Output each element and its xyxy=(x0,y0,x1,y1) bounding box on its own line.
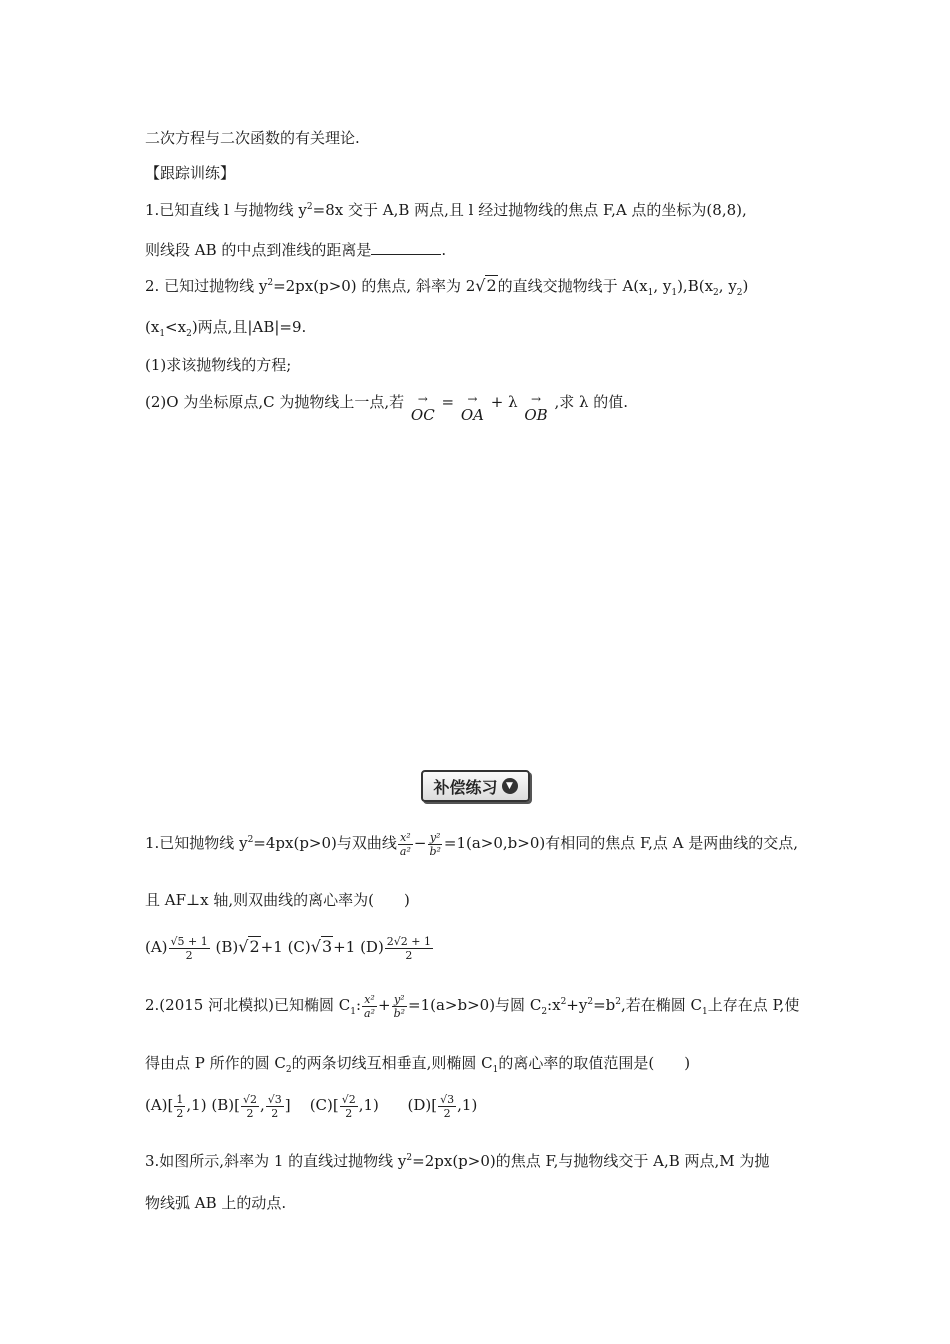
q2-part1: (1)求该抛物线的方程; xyxy=(145,356,292,374)
vector-ob-label: OB xyxy=(524,406,548,424)
p3-sup: 2 xyxy=(406,1153,413,1163)
p1-opt-c-label: (C) xyxy=(287,938,311,956)
vector-arrow-icon: → xyxy=(467,392,478,406)
p2-frac-y-num: y² xyxy=(393,992,405,1006)
p1-opt-b-rad: 2 xyxy=(249,937,260,956)
q2-l2-sub2: 2 xyxy=(186,329,192,339)
p2-opt-a-frac xyxy=(174,1093,185,1120)
p1-opt-b-sqrt: √2 xyxy=(238,937,260,956)
p2-opt-d-close: ,1) xyxy=(457,1096,478,1114)
down-triangle-icon: ▼ xyxy=(502,778,518,794)
p2-opt-b xyxy=(211,1092,291,1120)
vector-arrow-icon: → xyxy=(417,392,428,406)
p2-text-g: 上存在点 P,使 xyxy=(707,996,800,1014)
p2-opt-b-frac2 xyxy=(266,1093,284,1120)
p1-frac-x xyxy=(398,831,413,858)
q1-line2 xyxy=(145,240,446,260)
section-badge xyxy=(421,770,530,802)
p2-frac-x xyxy=(362,993,377,1020)
p2-opt-a-den: 2 xyxy=(176,1106,184,1120)
q2-l2-b: <x xyxy=(165,318,187,336)
p2-sup3: 2 xyxy=(615,997,621,1007)
q2-sub4: 2 xyxy=(736,288,743,298)
p2-opt-a-open: (A)[ xyxy=(145,1096,174,1114)
q2-text-a: 2. 已知过抛物线 y xyxy=(145,277,268,295)
p2-sup2: 2 xyxy=(587,997,594,1007)
tracking-heading: 【跟踪训练】 xyxy=(145,164,236,182)
p1-frac-y xyxy=(427,831,442,858)
p2-opt-a xyxy=(145,1092,207,1120)
p2-opt-b-sep: , xyxy=(259,1096,265,1114)
q2-text-d: , y xyxy=(653,277,672,295)
p1-line2: 且 AF⊥x 轴,则双曲线的离心率为( ) xyxy=(145,891,410,909)
p2-sup1: 2 xyxy=(560,997,567,1007)
p1-text-b: =4px(p>0)与双曲线 xyxy=(253,834,397,852)
q2-sqrt-radicand: 2 xyxy=(486,276,497,295)
p2-opt-b-den2: 2 xyxy=(271,1106,279,1120)
q2-l2-a: (x xyxy=(145,318,160,336)
p2-l2-a: 得由点 P 所作的圆 C xyxy=(145,1054,286,1072)
q2-l2-sub1: 1 xyxy=(159,329,166,339)
vector-oa-label: OA xyxy=(460,406,484,424)
p2-colon: : xyxy=(355,996,362,1014)
p2-text-b: =1(a>b>0)与圆 C xyxy=(408,996,542,1014)
q2-sub2: 1 xyxy=(671,288,678,298)
p2-opt-d xyxy=(407,1092,478,1120)
answer-blank xyxy=(371,240,441,255)
p2-opt-d-frac xyxy=(438,1093,456,1120)
p3-text-b: =2px(p>0)的焦点 F,与抛物线交于 A,B 两点,M 为抛 xyxy=(412,1152,770,1170)
q2-sub1: 1 xyxy=(647,288,654,298)
p3-line2: 物线弧 AB 上的动点. xyxy=(145,1194,287,1212)
p2-opt-b-num2: √3 xyxy=(267,1092,282,1106)
p2-opt-b-close: ] xyxy=(284,1096,291,1114)
q1-sup: 2 xyxy=(306,202,313,212)
p1-sup: 2 xyxy=(247,835,254,845)
p2-l2-sub2: 1 xyxy=(492,1065,499,1075)
p2-line2 xyxy=(145,1053,690,1073)
vector-oc-label: OC xyxy=(410,406,435,424)
p2-sub-c3: 1 xyxy=(702,1007,708,1017)
intro-line: 二次方程与二次函数的有关理论. xyxy=(145,129,360,147)
p1-opt-a-frac xyxy=(169,935,210,962)
p2-opt-d-open: (D)[ xyxy=(407,1096,438,1114)
q2-part2-text-a: (2)O 为坐标原点,C 为抛物线上一点,若 xyxy=(145,393,405,411)
p2-opt-c xyxy=(309,1092,379,1120)
p2-text-e: =b xyxy=(593,996,616,1014)
p1-frac-x-num: x² xyxy=(400,830,411,844)
p2-l2-c: 的离心率的取值范围是( ) xyxy=(498,1054,691,1072)
p2-options xyxy=(145,1090,477,1120)
p2-text-f: ,若在椭圆 C xyxy=(620,996,702,1014)
p2-frac-y-den: b² xyxy=(393,1006,406,1020)
p2-text-d: +y xyxy=(566,996,588,1014)
vector-oa xyxy=(461,392,484,422)
p1-opt-d-label: (D) xyxy=(360,938,384,956)
q2-sqrt: √2 xyxy=(475,276,497,295)
p1-opt-c-sqrt: √3 xyxy=(310,937,333,956)
p1-opt-d-frac xyxy=(385,935,433,962)
p1-opt-a-den: 2 xyxy=(185,948,193,962)
p2-text-c: :x xyxy=(547,996,561,1014)
p2-sub-c2: 2 xyxy=(541,1007,548,1017)
p2-text-a: 2.(2015 河北模拟)已知椭圆 C xyxy=(145,996,351,1014)
p1-frac-y-num: y² xyxy=(429,830,441,844)
q2-text-f: , y xyxy=(718,277,737,295)
p1-line1 xyxy=(145,830,798,858)
p2-opt-d-den: 2 xyxy=(443,1106,451,1120)
p2-opt-d-num: √3 xyxy=(440,1092,455,1106)
q2-text-b: =2px(p>0) 的焦点, 斜率为 2 xyxy=(273,277,476,295)
p1-frac-x-den: a² xyxy=(399,844,411,858)
p2-l2-b: 的两条切线互相垂直,则椭圆 C xyxy=(291,1054,493,1072)
p2-opt-c-close: ,1) xyxy=(358,1096,379,1114)
equals-sign: = xyxy=(441,393,455,411)
p2-frac-x-num: x² xyxy=(364,992,375,1006)
q2-l2-c: )两点,且|AB|=9. xyxy=(191,318,307,336)
q2-part2-text-b: ,求 λ 的值. xyxy=(554,393,629,411)
p1-opt-c-tail: +1 xyxy=(333,938,356,956)
q2-sup: 2 xyxy=(267,278,274,288)
p1-options xyxy=(145,932,434,962)
q2-sub3: 2 xyxy=(713,288,719,298)
p1-text-a: 1.已知抛物线 y xyxy=(145,834,248,852)
q1-line1 xyxy=(145,200,747,220)
q2-text-e: ),B(x xyxy=(677,277,714,295)
p1-opt-a-num: √5 + 1 xyxy=(170,934,208,948)
p2-opt-a-num: 1 xyxy=(176,1092,184,1106)
vector-oc xyxy=(411,392,435,422)
p2-opt-b-num1: √2 xyxy=(242,1092,257,1106)
q2-part2 xyxy=(145,392,628,422)
p2-frac-x-den: a² xyxy=(364,1006,375,1020)
q1-text-b: =8x 交于 A,B 两点,且 l 经过抛物线的焦点 F,A 点的坐标为(8,8), xyxy=(312,201,747,219)
p2-opt-c-den: 2 xyxy=(345,1106,353,1120)
p2-opt-c-frac xyxy=(340,1093,358,1120)
q2-line2 xyxy=(145,317,306,337)
p2-sub-c1: 1 xyxy=(350,1007,356,1017)
p2-plus: + xyxy=(377,996,391,1014)
p3-text-a: 3.如图所示,斜率为 1 的直线过抛物线 y xyxy=(145,1152,407,1170)
p1-opt-d-num: 2√2 + 1 xyxy=(386,934,432,948)
p1-text-c: =1(a>0,b>0)有相同的焦点 F,点 A 是两曲线的交点, xyxy=(443,834,798,852)
q1-line2-text: 则线段 AB 的中点到准线的距离是 xyxy=(145,241,372,259)
p1-opt-a-label: (A) xyxy=(145,938,168,956)
plus-lambda: + λ xyxy=(490,393,518,411)
p1-opt-c-rad: 3 xyxy=(321,937,333,956)
p2-l2-sub1: 2 xyxy=(285,1065,292,1075)
p1-opt-b-label: (B) xyxy=(215,938,239,956)
p1-frac-y-den: b² xyxy=(429,844,441,858)
badge-label: 补偿练习 xyxy=(433,777,498,797)
vector-ob xyxy=(524,392,547,422)
p3-line1 xyxy=(145,1151,769,1171)
p2-opt-b-frac1 xyxy=(241,1093,259,1120)
vector-arrow-icon: → xyxy=(530,392,542,406)
p2-opt-c-open: (C)[ xyxy=(309,1096,339,1114)
q2-text-g: ) xyxy=(742,277,749,295)
p2-opt-b-den1: 2 xyxy=(246,1106,254,1120)
p1-opt-d-den: 2 xyxy=(405,948,413,962)
p2-opt-c-num: √2 xyxy=(341,1092,356,1106)
q2-text-c: 的直线交抛物线于 A(x xyxy=(497,277,648,295)
q2-line1 xyxy=(145,276,748,296)
p2-opt-b-open: (B)[ xyxy=(211,1096,240,1114)
p2-frac-y xyxy=(392,993,407,1020)
q1-line2-end: . xyxy=(441,241,447,259)
p1-minus: − xyxy=(413,834,427,852)
q1-text-a: 1.已知直线 l 与抛物线 y xyxy=(145,201,307,219)
p2-line1 xyxy=(145,992,799,1020)
p2-opt-a-close: ,1) xyxy=(186,1096,207,1114)
p1-opt-b-tail: +1 xyxy=(260,938,283,956)
